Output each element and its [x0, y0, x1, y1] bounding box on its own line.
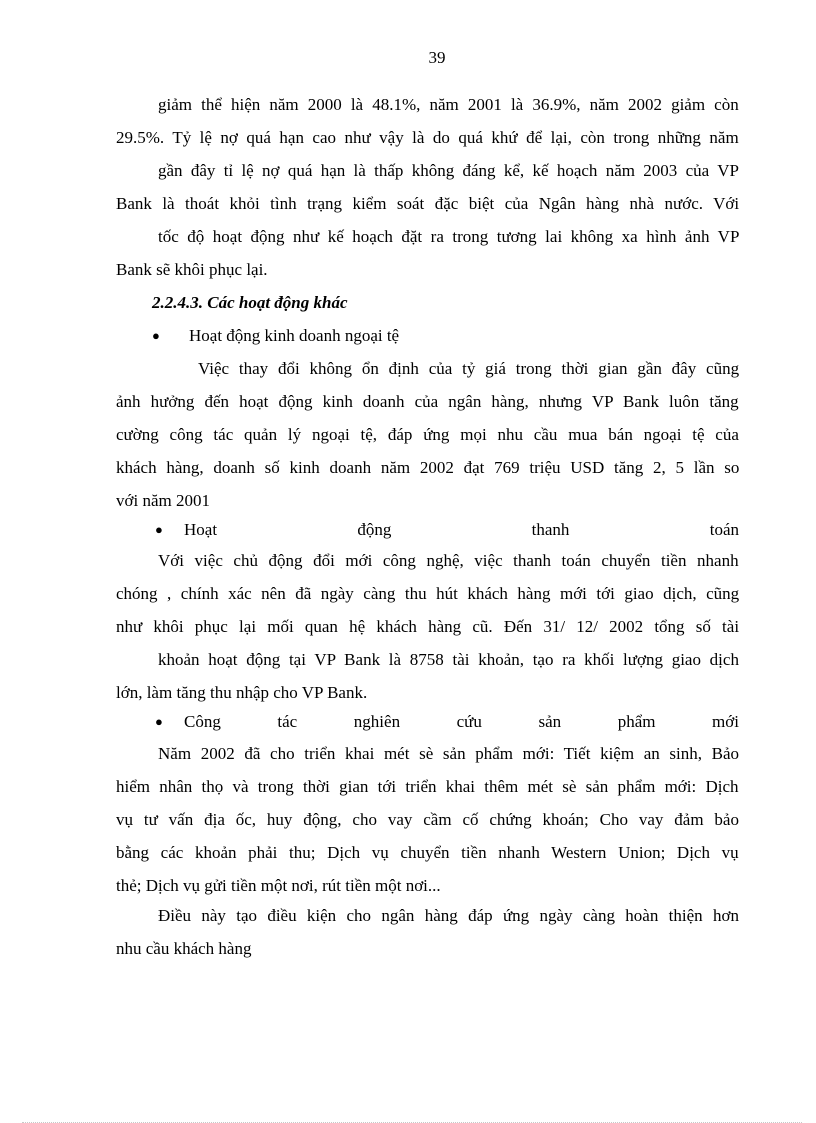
word: toán	[709, 520, 739, 539]
bullet-item-label: Hoạt động kinh doanh ngoại tệ	[189, 326, 400, 345]
word: Công	[184, 712, 221, 731]
word: sản	[538, 712, 562, 731]
text-line: với năm 2001	[116, 491, 210, 510]
text-line: chóng , chính xác nên đã ngày càng thu hút khách hàng mới tới giao dịch, cũng	[116, 584, 740, 603]
text-line: giảm thể hiện năm 2000 là 48.1%, năm 2001 là 36.9%, năm 2002 giảm còn	[158, 95, 739, 114]
word: thanh	[531, 520, 570, 539]
word: phẩm	[617, 712, 656, 731]
word: Hoạt	[184, 520, 218, 539]
text-line: ảnh hưởng đến hoạt động kinh doanh của ngân hàng, nhưng VP Bank luôn tăng	[116, 392, 739, 411]
section-heading: 2.2.4.3. Các hoạt động khác	[152, 293, 348, 312]
word: động	[357, 520, 392, 539]
bullet-item-label	[184, 519, 739, 541]
text-line: gần đây tỉ lệ nợ quá hạn là thấp không đáng kể, kế hoạch năm 2003 của VP	[158, 161, 739, 180]
text-line: lớn, làm tăng thu nhập cho VP Bank.	[116, 683, 368, 702]
page-number: 39	[428, 48, 446, 67]
text-line: 29.5%. Tỷ lệ nợ quá hạn cao như vậy là do quá khứ để lại, còn trong những năm	[116, 128, 739, 147]
bullet-item-label	[184, 711, 739, 733]
text-line: thẻ; Dịch vụ gửi tiền một nơi, rút tiền một nơi...	[116, 876, 441, 895]
word: mới	[712, 712, 739, 731]
text-line: bằng các khoản phải thu; Dịch vụ chuyển tiền nhanh Western Union; Dịch vụ	[116, 843, 739, 862]
text-line: cường công tác quản lý ngoại tệ, đáp ứng mọi nhu cầu mua bán ngoại tệ của	[116, 425, 739, 444]
bullet-icon: ●	[155, 522, 163, 537]
text-line: hiểm nhân thọ và trong thời gian tới triển khai thêm mét sè sản phẩm mới: Dịch	[116, 777, 739, 796]
bullet-icon: ●	[152, 328, 160, 343]
text-line: Bank là thoát khỏi tình trạng kiểm soát đặc biệt của Ngân hàng nhà nước. Với	[116, 194, 740, 213]
text-line: Năm 2002 đã cho triển khai mét sè sản phẩm mới: Tiết kiệm an sinh, Bảo	[158, 744, 740, 763]
text-line: Với việc chủ động đổi mới công nghệ, việc thanh toán chuyển tiền nhanh	[158, 551, 739, 570]
word: tác	[277, 712, 298, 731]
text-line: khách hàng, doanh số kinh doanh năm 2002 đạt 769 triệu USD tăng 2, 5 lần so	[116, 458, 740, 477]
text-line: nhu cầu khách hàng	[116, 939, 252, 958]
text-line: vụ tư vấn địa ốc, huy động, cho vay cầm cố chứng khoán; Cho vay đảm bảo	[116, 810, 739, 829]
text-line: Điều này tạo điều kiện cho ngân hàng đáp ứng ngày càng hoàn thiện hơn	[158, 906, 739, 925]
word: cứu	[456, 712, 482, 731]
bullet-icon: ●	[155, 714, 163, 729]
text-line: khoản hoạt động tại VP Bank là 8758 tài khoản, tạo ra khối lượng giao dịch	[158, 650, 739, 669]
text-line: Việc thay đổi không ổn định của tỷ giá trong thời gian gần đây cũng	[198, 359, 740, 378]
text-line: Bank sẽ khôi phục lại.	[116, 260, 268, 279]
word: nghiên	[353, 712, 401, 731]
text-line: như khôi phục lại mối quan hệ khách hàng cũ. Đến 31/ 12/ 2002 tổng số tài	[116, 617, 740, 636]
text-line: tốc độ hoạt động như kế hoạch đặt ra trong tương lai không xa hình ảnh VP	[158, 227, 740, 246]
